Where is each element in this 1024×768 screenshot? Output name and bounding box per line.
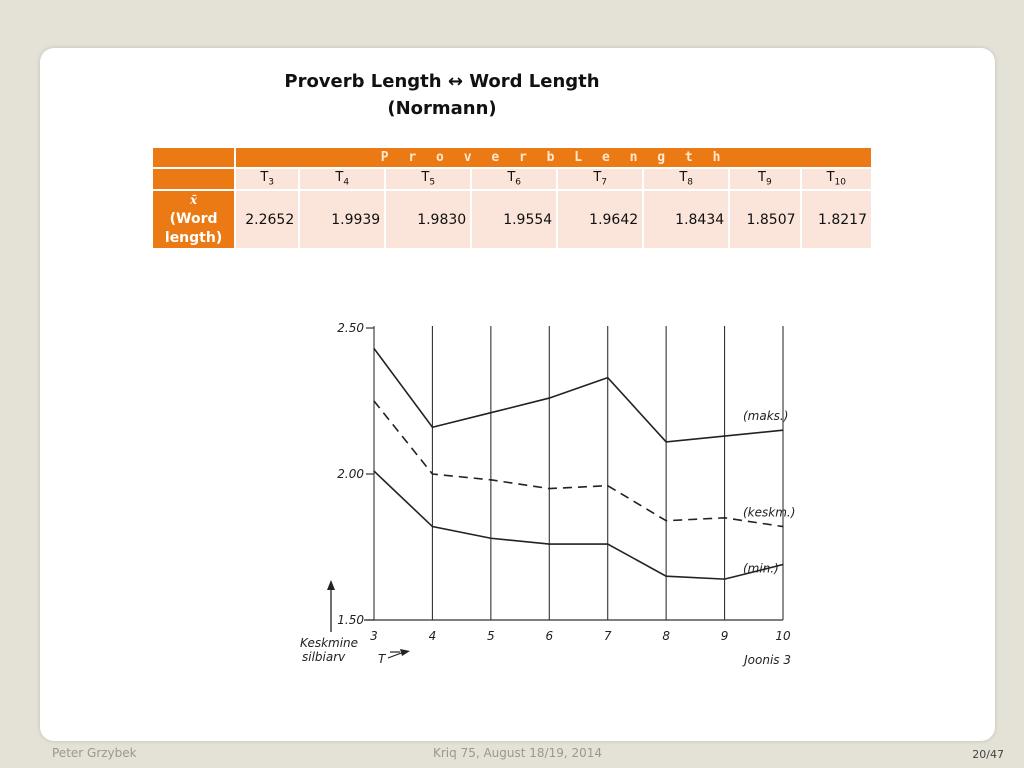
series-line-keskm: [374, 401, 783, 527]
table-corner-cell-2: [153, 168, 235, 190]
data-point: [549, 397, 550, 398]
data-point: [666, 520, 667, 521]
x-axis-label: T: [378, 652, 386, 666]
data-point: [549, 543, 550, 544]
column-header-t3: $T_3$: [235, 168, 299, 190]
value-cell-t8: 1.8434: [643, 190, 729, 248]
column-header-t4: $T_4$: [299, 168, 385, 190]
value-cell-t6: 1.9554: [471, 190, 557, 248]
data-point: [432, 427, 433, 428]
table-group-header-row: [153, 148, 871, 168]
data-point: [607, 485, 608, 486]
word-length-table: [153, 148, 871, 248]
y-tick-label: 1.50: [337, 613, 364, 627]
series-label: (keskm.): [743, 505, 796, 520]
value-cell-t5: 1.9830: [385, 190, 471, 248]
y-axis-label-line-2: silbiarv: [302, 650, 346, 664]
data-point: [724, 579, 725, 580]
x-tick-label: 5: [487, 629, 495, 643]
data-point: [724, 435, 725, 436]
value-cell-t3: 2.2652: [235, 190, 299, 248]
series-line-maks: [374, 348, 783, 441]
data-point: [782, 564, 783, 565]
footer-event: Kriq 75, August 18/19, 2014: [433, 746, 603, 760]
x-tick-label: 7: [603, 629, 612, 643]
row-header-word-length: [153, 190, 235, 248]
column-header-t7: $T_7$: [557, 168, 643, 190]
data-point: [373, 470, 374, 471]
series-label: (maks.): [743, 409, 789, 424]
footer-author: Peter Grzybek: [52, 746, 137, 760]
column-header-t9: $T_9$: [729, 168, 800, 190]
table-row: [153, 190, 871, 248]
value-cell-t4: 1.9939: [299, 190, 385, 248]
x-tick-label: 3: [370, 629, 378, 643]
proverb-length-chart: [300, 312, 800, 674]
data-point: [666, 441, 667, 442]
footer: [0, 744, 1024, 768]
column-header-t8: $T_8$: [643, 168, 729, 190]
mean-symbol: x̄: [189, 193, 198, 207]
y-axis-label: Keskmine: [300, 636, 359, 650]
y-tick-label: 2.50: [337, 321, 364, 335]
data-point: [373, 348, 374, 349]
data-point: [373, 400, 374, 401]
data-point: [666, 576, 667, 577]
series-label: (min.): [743, 561, 779, 576]
column-header-t6: $T_6$: [471, 168, 557, 190]
x-tick-label: 9: [720, 629, 729, 643]
x-tick-label: 10: [775, 629, 791, 643]
y-tick-label: 2.00: [337, 467, 364, 481]
chart-caption: Joonis 3: [744, 653, 791, 667]
data-point: [607, 543, 608, 544]
x-axis-arrow-head: [400, 649, 410, 656]
row-header-label: (Word length): [164, 211, 223, 246]
data-point: [782, 526, 783, 527]
data-point: [490, 479, 491, 480]
data-point: [432, 526, 433, 527]
data-point: [549, 488, 550, 489]
x-tick-label: 8: [662, 629, 670, 643]
x-tick-label: 6: [545, 629, 554, 643]
x-tick-label: 4: [428, 629, 437, 643]
column-header-t5: $T_5$: [385, 168, 471, 190]
footer-page-number: 20/47: [972, 748, 1004, 761]
data-point: [490, 412, 491, 413]
value-cell-t10: 1.8217: [801, 190, 871, 248]
table-column-header-row: [153, 168, 871, 190]
title-line-2: (Normann): [387, 98, 497, 119]
data-point: [490, 538, 491, 539]
y-axis-arrow-head: [327, 580, 335, 590]
table-corner-cell: [153, 148, 235, 168]
slide-title: [0, 68, 884, 122]
value-cell-t7: 1.9642: [557, 190, 643, 248]
data-point: [607, 377, 608, 378]
data-point: [724, 517, 725, 518]
title-line-1: Proverb Length ↔ Word Length: [284, 71, 600, 92]
data-point: [782, 430, 783, 431]
column-header-t10: $T_{10}$: [801, 168, 871, 190]
proverb-length-header: P r o v e r b L e n g t h: [235, 148, 871, 168]
value-cell-t9: 1.8507: [729, 190, 800, 248]
data-point: [432, 473, 433, 474]
